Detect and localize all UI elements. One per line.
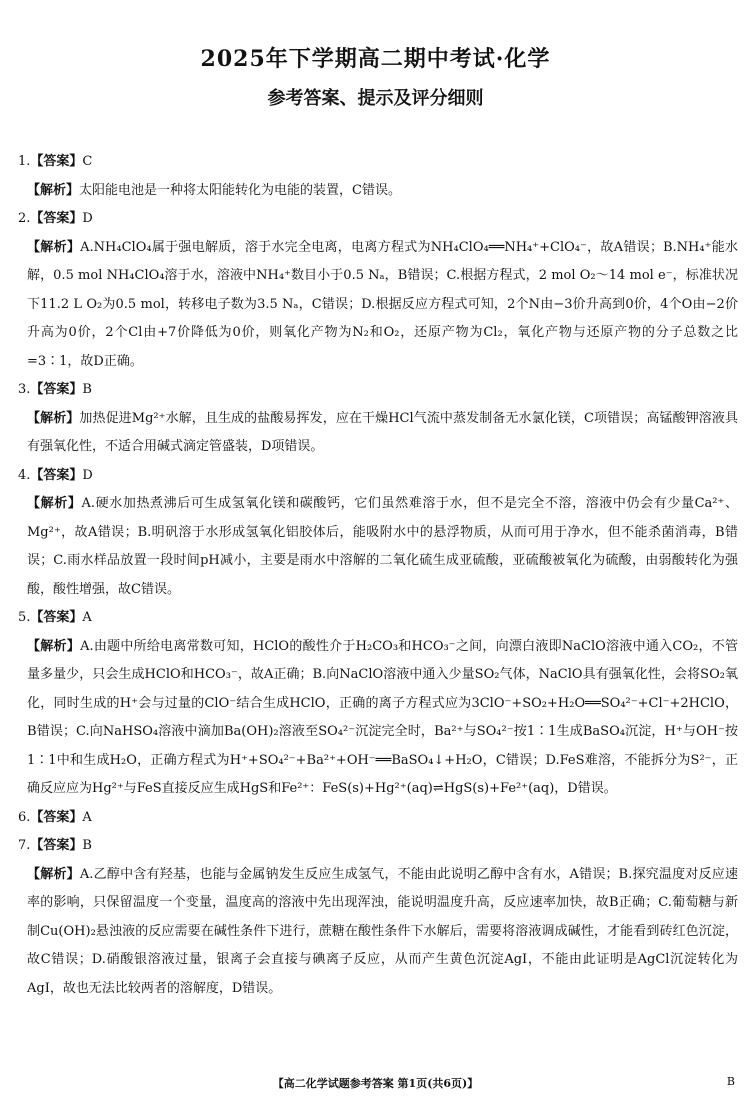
analysis-text: A.硬水加热煮沸后可生成氢氧化镁和碳酸钙，它们虽然难溶于水，但不是完全不溶，溶液中仍会有少量Ca²⁺、Mg²⁺，故A错误；B.明矾溶于水形成氢氧化铝胶体后，能吸附水中的悬浮物质，从而可用于净水，但不能杀菌消毒，B错误；C.雨水样品放置一段时间pH减小，主要是雨水中溶解的二氧化硫生成亚硫酸，亚硫酸被氧化为硫酸，由弱酸转化为强酸，酸性增强，故C错误。 xyxy=(27,496,738,597)
question-number: 7. xyxy=(18,838,31,853)
question-5-answer xyxy=(18,604,738,633)
answer-list xyxy=(18,148,738,1003)
question-7-analysis xyxy=(27,861,738,1004)
answer-value: B xyxy=(82,838,92,853)
analysis-text: 太阳能电池是一种将太阳能转化为电能的装置，C错误。 xyxy=(79,182,401,198)
answer-tag: 【答案】 xyxy=(30,809,83,825)
analysis-tag: 【解析】 xyxy=(27,239,81,255)
analysis-tag: 【解析】 xyxy=(27,410,80,426)
question-3-answer xyxy=(18,376,738,405)
question-7-answer xyxy=(18,832,738,861)
question-4-answer xyxy=(18,462,738,491)
page-title: 2025年下学期高二期中考试·化学 xyxy=(200,46,551,72)
answer-value: C xyxy=(82,154,93,169)
answer-tag: 【答案】 xyxy=(30,838,83,853)
question-1-analysis xyxy=(27,177,738,206)
question-3-analysis xyxy=(27,405,738,462)
analysis-text: 加热促进Mg²⁺水解，且生成的盐酸易挥发，应在干燥HCl气流中蒸发制备无水氯化镁，C项错误；高锰酸钾溶液具有强氧化性，不适合用碱式滴定管盛装，D项错误。 xyxy=(27,410,738,454)
analysis-text: A.乙醇中含有羟基，也能与金属钠发生反应生成氢气，不能由此说明乙醇中含有水，A错误；B.探究温度对反应速率的影响，只保留温度一个变量，温度高的溶液中先出现浑浊，能说明温度升高，反应速率加快，故B正确；C.葡萄糖与新制Cu(OH)₂悬浊液的反应需要在碱性条件下进行，蔗糖在酸性条件下水解后，需要将溶液调成碱性，才能看到砖红色沉淀，故C错误；D.硝酸银溶液过量，银离子会直接与碘离子反应，从而产生黄色沉淀AgI，不能由此证明是AgCl沉淀转化为AgI，故也无法比较两者的溶解度，D错误。 xyxy=(27,866,738,996)
answer-tag: 【答案】 xyxy=(30,154,83,169)
answer-value: B xyxy=(82,382,92,397)
question-number: 1. xyxy=(18,154,31,169)
question-5-analysis xyxy=(27,633,738,804)
question-4-analysis xyxy=(27,490,738,604)
analysis-tag: 【解析】 xyxy=(27,496,82,511)
page-subtitle: 参考答案、提示及评分细则 xyxy=(267,88,484,109)
analysis-tag: 【解析】 xyxy=(27,866,80,882)
analysis-text: A.由题中所给电离常数可知，HClO的酸性介于H₂CO₃和HCO₃⁻之间，向漂白液即NaClO溶液中通入CO₂，不管量多量少，只会生成HClO和HCO₃⁻，故A正确；B.向NaClO溶液中通入少量SO₂气体，NaClO具有强氧化性，会将SO₂氧化，同时生成的H⁺会与过量的ClO⁻结合生成HClO，正确的离子方程式应为3ClO⁻+SO₂+H₂O══SO₄²⁻+Cl⁻+2HClO，B错误；C.向NaHSO₄溶液中滴加Ba(OH)₂溶液至SO₄²⁻沉淀完全时，Ba²⁺与SO₄²⁻按1∶1生成BaSO₄沉淀，H⁺与OH⁻按1∶1中和生成H₂O，正确方程式为H⁺+SO₄²⁻+Ba²⁺+OH⁻══BaSO₄↓+H₂O，C错误；D.FeS难溶，不能拆分为S²⁻，正确反应应为Hg²⁺与FeS直接反应生成HgS和Fe²⁺：FeS(s)+Hg²⁺(aq)⇌HgS(s)+Fe²⁺(aq)，D错误。 xyxy=(27,638,738,796)
answer-value: A xyxy=(82,809,92,825)
answer-tag: 【答案】 xyxy=(30,382,83,397)
question-2-answer xyxy=(18,205,738,234)
analysis-tag: 【解析】 xyxy=(27,182,80,198)
question-number: 2. xyxy=(18,211,31,226)
answer-value: D xyxy=(82,211,93,226)
page-footer: 【高二化学试题参考答案 第1页(共6页)】 xyxy=(272,1077,479,1090)
question-number: 6. xyxy=(18,809,31,825)
answer-tag: 【答案】 xyxy=(30,211,83,226)
question-number: 5. xyxy=(18,610,31,625)
question-1-answer xyxy=(18,148,738,177)
question-number: 3. xyxy=(18,382,31,397)
answer-value: D xyxy=(82,467,93,483)
answer-tag: 【答案】 xyxy=(30,610,83,625)
question-2-analysis xyxy=(27,234,738,377)
analysis-text: A.NH₄ClO₄属于强电解质，溶于水完全电离，电离方程式为NH₄ClO₄══NH₄⁺+ClO₄⁻，故A错误；B.NH₄⁺能水解，0.5 mol NH₄ClO₄溶于水，溶液中NH₄⁺数目小于0.5 Nₐ，B错误；C.根据方程式，2 mol O₂～14 mol e⁻，标准状况下11.2 L O₂为0.5 mol，转移电子数为3.5 Nₐ，C错误；D.根据反应方程式可知，2个N由−3价升高到0价，4个O由−2价升高为0价，2个Cl由+7价降低为0价，则氧化产物为N₂和O₂，还原产物为Cl₂，氧化产物与还原产物的分子总数之比=3∶1，故D正确。 xyxy=(27,239,738,369)
analysis-tag: 【解析】 xyxy=(27,638,81,654)
answer-value: A xyxy=(82,610,92,625)
answer-tag: 【答案】 xyxy=(30,467,83,483)
question-number: 4. xyxy=(18,467,31,483)
question-6-answer xyxy=(18,804,738,833)
version-mark: B xyxy=(726,1075,735,1088)
